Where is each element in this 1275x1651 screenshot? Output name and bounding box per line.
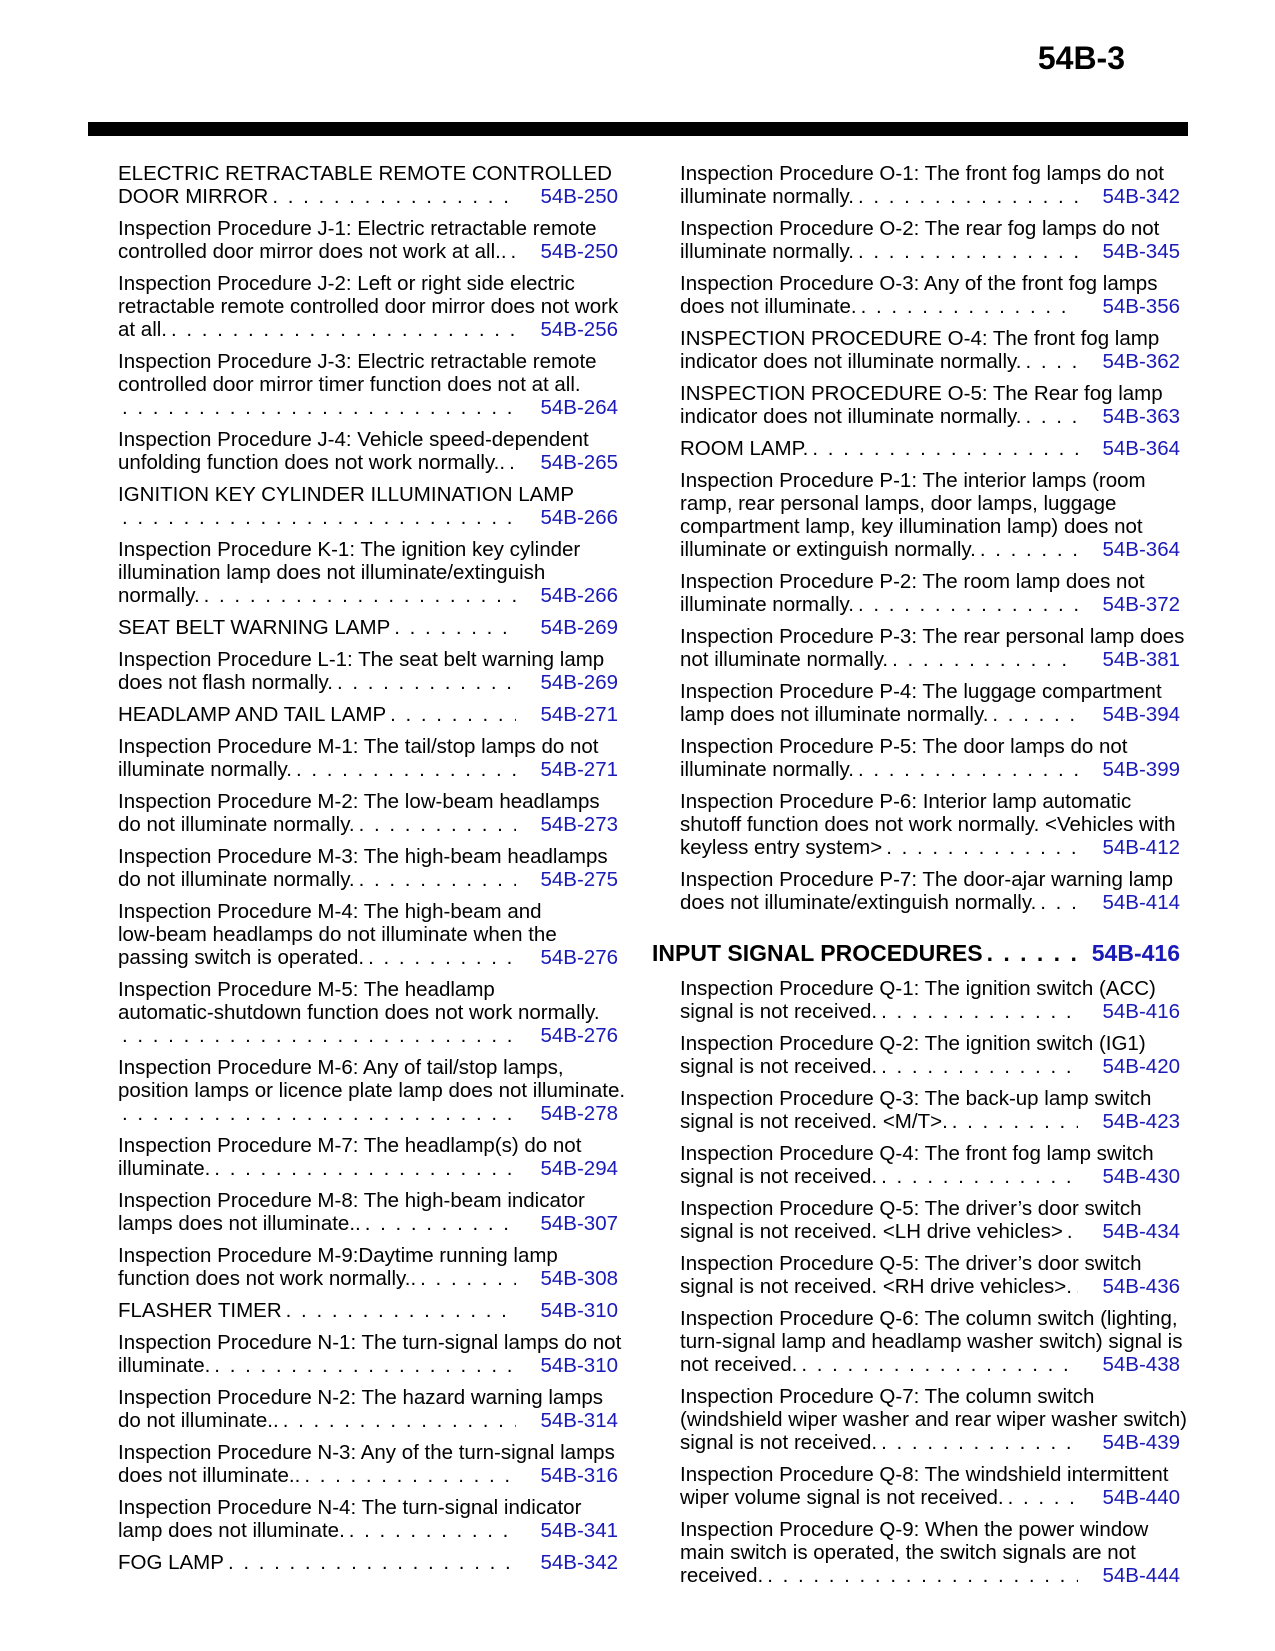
entry-text-line: ROOM LAMP. (680, 437, 809, 460)
leader-dots (881, 1165, 1078, 1188)
entry-text-line: Inspection Procedure Q-4: The front fog lamp switch (680, 1142, 1154, 1165)
entry-text-line: Inspection Procedure N-1: The turn-signal lamps do not (118, 1331, 622, 1354)
leader-dots (1025, 405, 1078, 428)
page-ref-link[interactable]: 54B-364 (1102, 538, 1180, 561)
page-ref-link[interactable]: 54B-271 (540, 758, 618, 781)
leader-dots (1076, 1275, 1079, 1298)
toc-entry[interactable] (680, 1463, 1180, 1509)
entry-text-line: FOG LAMP (118, 1551, 224, 1574)
entry-text-line: Inspection Procedure P-2: The room lamp does not (680, 570, 1145, 593)
entry-text-line: position lamps or licence plate lamp does not illuminate. (118, 1079, 626, 1102)
entry-text-line: normally. (118, 584, 200, 607)
entry-text-line: (windshield wiper washer and rear wiper washer switch) (680, 1408, 1188, 1431)
entry-text-line: Inspection Procedure M-6: Any of tail/stop lamps, (118, 1056, 564, 1079)
toc-entry[interactable] (118, 845, 618, 891)
entry-text-line: Inspection Procedure O-1: The front fog lamps do not (680, 162, 1164, 185)
entry-text-line: HEADLAMP AND TAIL LAMP (118, 703, 387, 726)
entry-text-line: does not flash normally. (118, 671, 333, 694)
entry-text-line: Inspection Procedure Q-7: The column switch (680, 1385, 1095, 1408)
leader-dots (286, 1299, 517, 1322)
entry-text-line: do not illuminate.. (118, 1409, 279, 1432)
page-ref-link[interactable]: 54B-342 (1102, 185, 1180, 208)
toc-entry[interactable] (680, 469, 1180, 561)
toc-entry[interactable] (680, 570, 1180, 616)
entry-text-line: wiper volume signal is not received. (680, 1486, 1004, 1509)
entry-text-line: not illuminate normally. (680, 648, 889, 671)
entry-text-line: illuminate normally. (118, 758, 292, 781)
entry-text-line: signal is not received. <LH drive vehicles> (680, 1220, 1063, 1243)
leader-dots (1008, 1486, 1079, 1509)
toc-entry[interactable] (680, 1385, 1188, 1454)
entry-text-line: Inspection Procedure P-4: The luggage compartment (680, 680, 1162, 703)
toc-entry[interactable] (680, 625, 1185, 671)
entry-text-line: indicator does not illuminate normally. (680, 350, 1022, 373)
toc-entry[interactable] (680, 1087, 1180, 1133)
leader-dots (122, 1024, 516, 1047)
page-ref-link[interactable]: 54B-440 (1102, 1486, 1180, 1509)
leader-dots (858, 240, 1079, 263)
entry-text-line: Inspection Procedure M-8: The high-beam indicator (118, 1189, 585, 1212)
entry-text-line: signal is not received. (680, 1165, 878, 1188)
entry-text-line: do not illuminate normally. (118, 813, 355, 836)
entry-text-line: Inspection Procedure J-1: Electric retractable remote (118, 217, 597, 240)
entry-text-line: Inspection Procedure J-2: Left or right side electric (118, 272, 575, 295)
toc-entry[interactable] (680, 382, 1180, 428)
leader-dots (171, 318, 516, 341)
page-ref-link[interactable]: 54B-438 (1102, 1353, 1180, 1376)
entry-text-line: ELECTRIC RETRACTABLE REMOTE CONTROLLED (118, 162, 612, 185)
page-ref-link[interactable]: 54B-423 (1102, 1110, 1180, 1133)
entry-text-line: Inspection Procedure M-1: The tail/stop lamps do not (118, 735, 599, 758)
page-ref-link[interactable]: 54B-439 (1102, 1431, 1180, 1454)
toc-entry[interactable] (680, 272, 1180, 318)
toc-entry[interactable] (680, 437, 1180, 460)
entry-text-line: Inspection Procedure L-1: The seat belt warning lamp (118, 648, 605, 671)
toc-entry[interactable] (680, 1142, 1180, 1188)
entry-text-line: Inspection Procedure Q-8: The windshield intermittent (680, 1463, 1169, 1486)
entry-text-line: does not illuminate. (680, 295, 857, 318)
leader-dots (337, 671, 517, 694)
entry-text-line: Inspection Procedure P-3: The rear personal lamp does (680, 625, 1185, 648)
entry-text-line: Inspection Procedure M-7: The headlamp(s) do not (118, 1134, 582, 1157)
toc-entry[interactable] (118, 428, 618, 474)
toc-entry[interactable] (118, 648, 618, 694)
toc-entry[interactable] (118, 483, 618, 529)
page-ref-link[interactable]: 54B-420 (1102, 1055, 1180, 1078)
toc-entry[interactable] (118, 1551, 618, 1574)
toc-entry[interactable] (118, 1441, 618, 1487)
section-heading[interactable] (652, 942, 1180, 965)
leader-dots (509, 451, 516, 474)
page-ref-link[interactable]: 54B-275 (540, 868, 618, 891)
toc-entry[interactable] (680, 1518, 1180, 1587)
entry-text-line: indicator does not illuminate normally. (680, 405, 1022, 428)
leader-dots (767, 1564, 1078, 1587)
page-ref-link[interactable]: 54B-265 (540, 451, 618, 474)
page-ref-link[interactable]: 54B-314 (540, 1409, 618, 1432)
toc-entry[interactable] (118, 978, 618, 1047)
entry-text-line: function does not work normally.. (118, 1267, 417, 1290)
entry-text-line: Inspection Procedure O-2: The rear fog lamps do not (680, 217, 1160, 240)
page-ref-link[interactable]: 54B-434 (1102, 1220, 1180, 1243)
leader-dots (122, 1102, 516, 1125)
leader-dots (886, 836, 1078, 859)
section-page-ref[interactable]: 54B-416 (1091, 940, 1180, 966)
leader-dots (122, 396, 516, 419)
page-ref-link[interactable]: 54B-310 (540, 1299, 618, 1322)
entry-text-line: controlled door mirror does not work at all.. (118, 240, 507, 263)
page-ref-link[interactable]: 54B-316 (540, 1464, 618, 1487)
toc-entry[interactable] (118, 1134, 618, 1180)
leader-dots (881, 1431, 1078, 1454)
leader-dots (858, 593, 1079, 616)
entry-text-line: not received. (680, 1353, 798, 1376)
entry-text-line: illuminate normally. (680, 240, 854, 263)
toc-entry[interactable] (118, 1189, 618, 1235)
page-ref-link[interactable]: 54B-307 (540, 1212, 618, 1235)
entry-text-line: Inspection Procedure M-9:Daytime running lamp (118, 1244, 558, 1267)
leader-dots (858, 185, 1079, 208)
leader-dots (304, 1464, 516, 1487)
entry-text-line: Inspection Procedure M-5: The headlamp (118, 978, 495, 1001)
page-ref-link[interactable]: 54B-276 (540, 1024, 618, 1047)
leader-dots (892, 648, 1078, 671)
page-ref-link[interactable]: 54B-362 (1102, 350, 1180, 373)
entry-text-line: main switch is operated, the switch signals are not (680, 1541, 1136, 1564)
page-number: 54B-3 (1037, 40, 1125, 76)
page-ref-link[interactable]: 54B-416 (1102, 1000, 1180, 1023)
entry-text-line: keyless entry system> (680, 836, 883, 859)
entry-text-line: ramp, rear personal lamps, door lamps, luggage (680, 492, 1117, 515)
page-ref-link[interactable]: 54B-342 (540, 1551, 618, 1574)
page-ref-link[interactable]: 54B-269 (540, 671, 618, 694)
leader-dots (881, 1055, 1078, 1078)
entry-text-line: Inspection Procedure P-6: Interior lamp automatic (680, 790, 1132, 813)
page-ref-link[interactable]: 54B-250 (540, 240, 618, 263)
toc-entry[interactable] (118, 735, 618, 781)
entry-text-line: Inspection Procedure Q-6: The column switch (lighting, (680, 1307, 1178, 1330)
entry-text-line: FLASHER TIMER (118, 1299, 282, 1322)
entry-text-line: turn-signal lamp and headlamp washer switch) signal is (680, 1330, 1183, 1353)
leader-dots (987, 942, 1082, 965)
page-ref-link[interactable]: 54B-394 (1102, 703, 1180, 726)
toc-left-column (118, 162, 626, 1583)
entry-text-line: Inspection Procedure M-2: The low-beam headlamps (118, 790, 600, 813)
entry-text-line: Inspection Procedure J-4: Vehicle speed-dependent (118, 428, 589, 451)
entry-text-line: Inspection Procedure P-5: The door lamps do not (680, 735, 1128, 758)
section-title: INPUT SIGNAL PROCEDURES (652, 940, 983, 966)
leader-dots (368, 946, 516, 969)
toc-entry[interactable] (118, 703, 618, 726)
entry-text-line: shutoff function does not work normally. <Vehicles with (680, 813, 1176, 836)
leader-dots (1040, 891, 1078, 914)
leader-dots (881, 1000, 1078, 1023)
leader-dots (511, 240, 517, 263)
toc-entry[interactable] (118, 217, 618, 263)
entry-text-line: controlled door mirror timer function does not at all. (118, 373, 581, 396)
entry-text-line: signal is not received. (680, 1000, 878, 1023)
entry-text-line: signal is not received. (680, 1055, 878, 1078)
entry-text-line: illuminate or extinguish normally. (680, 538, 976, 561)
toc-entry[interactable] (680, 790, 1180, 859)
entry-text-line: Inspection Procedure Q-5: The driver’s door switch (680, 1197, 1142, 1220)
toc-entry[interactable] (680, 977, 1180, 1023)
page-ref-link[interactable]: 54B-356 (1102, 295, 1180, 318)
entry-text-line: DOOR MIRROR (118, 185, 269, 208)
page-ref-link[interactable]: 54B-266 (540, 506, 618, 529)
entry-text-line: at all. (118, 318, 167, 341)
page-ref-link[interactable]: 54B-250 (540, 185, 618, 208)
page-ref-link[interactable]: 54B-381 (1102, 648, 1180, 671)
entry-text-line: Inspection Procedure Q-3: The back-up lamp switch (680, 1087, 1152, 1110)
page-ref-link[interactable]: 54B-372 (1102, 593, 1180, 616)
toc-entry[interactable] (680, 162, 1180, 208)
toc-entry[interactable] (118, 350, 618, 419)
leader-dots (1067, 1220, 1079, 1243)
entry-text-line: illumination lamp does not illuminate/extinguish (118, 561, 546, 584)
toc-entry[interactable] (118, 616, 618, 639)
entry-text-line: Inspection Procedure J-3: Electric retractable remote (118, 350, 597, 373)
leader-dots (283, 1409, 517, 1432)
entry-text-line: illuminate normally. (680, 185, 854, 208)
toc-entry[interactable] (118, 1056, 626, 1125)
toc-entry[interactable] (118, 1244, 618, 1290)
entry-text-line: illuminate. (118, 1157, 211, 1180)
leader-dots (204, 584, 517, 607)
entry-text-line: Inspection Procedure Q-2: The ignition switch (IG1) (680, 1032, 1146, 1055)
page-ref-link[interactable]: 54B-341 (540, 1519, 618, 1542)
page-ref-link[interactable]: 54B-444 (1102, 1564, 1180, 1587)
page-ref-link[interactable]: 54B-308 (540, 1267, 618, 1290)
leader-dots (390, 703, 516, 726)
leader-dots (359, 813, 517, 836)
entry-text-line: does not illuminate/extinguish normally. (680, 891, 1037, 914)
page-ref-link[interactable]: 54B-269 (540, 616, 618, 639)
leader-dots (1025, 350, 1078, 373)
toc-entry[interactable] (118, 900, 618, 969)
toc-entry[interactable] (680, 327, 1180, 373)
entry-text-line: INSPECTION PROCEDURE O-5: The Rear fog lamp (680, 382, 1163, 405)
page-ref-link[interactable]: 54B-412 (1102, 836, 1180, 859)
toc-entry[interactable] (680, 680, 1180, 726)
entry-text-line: signal is not received. <RH drive vehicles>. (680, 1275, 1072, 1298)
leader-dots (801, 1353, 1078, 1376)
leader-dots (394, 616, 516, 639)
leader-dots (812, 437, 1078, 460)
page-ref-link[interactable]: 54B-266 (540, 584, 618, 607)
toc-entry[interactable] (680, 1032, 1180, 1078)
leader-dots (980, 538, 1079, 561)
entry-text-line: Inspection Procedure O-3: Any of the front fog lamps (680, 272, 1158, 295)
toc-entry[interactable] (680, 1197, 1180, 1243)
leader-dots (365, 1212, 517, 1235)
entry-text-line: lamp does not illuminate. (118, 1519, 345, 1542)
entry-text-line: low-beam headlamps do not illuminate when the (118, 923, 557, 946)
toc-entry[interactable] (680, 735, 1180, 781)
toc-entry[interactable] (118, 1386, 618, 1432)
entry-text-line: passing switch is operated. (118, 946, 365, 969)
entry-text-line: INSPECTION PROCEDURE O-4: The front fog lamp (680, 327, 1160, 350)
page-ref-link[interactable]: 54B-430 (1102, 1165, 1180, 1188)
entry-text-line: illuminate. (118, 1354, 211, 1377)
toc-entry[interactable] (118, 538, 618, 607)
entry-text-line: automatic-shutdown function does not work normally. (118, 1001, 600, 1024)
page-ref-link[interactable]: 54B-278 (540, 1102, 618, 1125)
toc-right-column (652, 162, 1188, 1596)
page-ref-link[interactable]: 54B-264 (540, 396, 618, 419)
page-ref-link[interactable]: 54B-271 (540, 703, 618, 726)
leader-dots (349, 1519, 517, 1542)
leader-dots (122, 506, 516, 529)
entry-text-line: Inspection Procedure M-3: The high-beam headlamps (118, 845, 608, 868)
page-ref-link[interactable]: 54B-345 (1102, 240, 1180, 263)
entry-text-line: signal is not received. <M/T>. (680, 1110, 948, 1133)
entry-text-line: do not illuminate normally. (118, 868, 355, 891)
entry-text-line: compartment lamp, key illumination lamp) does not (680, 515, 1143, 538)
leader-dots (214, 1354, 516, 1377)
entry-text-line: received. (680, 1564, 764, 1587)
header-rule (88, 122, 1188, 136)
entry-text-line: lamps does not illuminate.. (118, 1212, 361, 1235)
entry-text-line: Inspection Procedure N-3: Any of the turn-signal lamps (118, 1441, 615, 1464)
toc-entry[interactable] (118, 162, 618, 208)
page-ref-link[interactable]: 54B-399 (1102, 758, 1180, 781)
leader-dots (858, 758, 1079, 781)
entry-text-line: signal is not received. (680, 1431, 878, 1454)
page-ref-link[interactable]: 54B-273 (540, 813, 618, 836)
entry-text-line: Inspection Procedure Q-9: When the power window (680, 1518, 1149, 1541)
entry-text-line: Inspection Procedure Q-1: The ignition switch (ACC) (680, 977, 1156, 1000)
toc-entry[interactable] (118, 790, 618, 836)
entry-text-line: lamp does not illuminate normally. (680, 703, 989, 726)
toc-entry[interactable] (118, 272, 618, 341)
entry-text-line: Inspection Procedure P-7: The door-ajar warning lamp (680, 868, 1174, 891)
leader-dots (992, 703, 1078, 726)
toc-entry[interactable] (118, 1299, 618, 1322)
leader-dots (359, 868, 517, 891)
entry-text-line: Inspection Procedure N-2: The hazard warning lamps (118, 1386, 604, 1409)
entry-text-line: illuminate normally. (680, 593, 854, 616)
page-ref-link[interactable]: 54B-363 (1102, 405, 1180, 428)
leader-dots (861, 295, 1079, 318)
page-ref-link[interactable]: 54B-276 (540, 946, 618, 969)
toc-entry[interactable] (118, 1331, 622, 1377)
leader-dots (272, 185, 516, 208)
entry-text-line: Inspection Procedure K-1: The ignition key cylinder (118, 538, 581, 561)
entry-text-line: IGNITION KEY CYLINDER ILLUMINATION LAMP (118, 483, 575, 506)
entry-text-line: unfolding function does not work normally.. (118, 451, 506, 474)
entry-text-line: retractable remote controlled door mirror does not work (118, 295, 619, 318)
entry-text-line: Inspection Procedure Q-5: The driver’s door switch (680, 1252, 1142, 1275)
leader-dots (420, 1267, 516, 1290)
leader-dots (952, 1110, 1079, 1133)
entry-text-line: Inspection Procedure P-1: The interior lamps (room (680, 469, 1146, 492)
page-ref-link[interactable]: 54B-436 (1102, 1275, 1180, 1298)
page-ref-link[interactable]: 54B-310 (540, 1354, 618, 1377)
leader-dots (296, 758, 517, 781)
page-ref-link[interactable]: 54B-364 (1102, 437, 1180, 460)
leader-dots (228, 1551, 517, 1574)
toc-entry[interactable] (680, 217, 1180, 263)
toc-entry[interactable] (118, 1496, 618, 1542)
entry-text-line: illuminate normally. (680, 758, 854, 781)
leader-dots (214, 1157, 516, 1180)
entry-text-line: SEAT BELT WARNING LAMP (118, 616, 391, 639)
entry-text-line: Inspection Procedure N-4: The turn-signal indicator (118, 1496, 582, 1519)
toc-entry[interactable] (680, 1252, 1180, 1298)
entry-text-line: Inspection Procedure M-4: The high-beam and (118, 900, 542, 923)
toc-entry[interactable] (680, 868, 1180, 914)
page-ref-link[interactable]: 54B-294 (540, 1157, 618, 1180)
page-ref-link[interactable]: 54B-414 (1102, 891, 1180, 914)
entry-text-line: does not illuminate.. (118, 1464, 301, 1487)
page-ref-link[interactable]: 54B-256 (540, 318, 618, 341)
toc-entry[interactable] (680, 1307, 1183, 1376)
